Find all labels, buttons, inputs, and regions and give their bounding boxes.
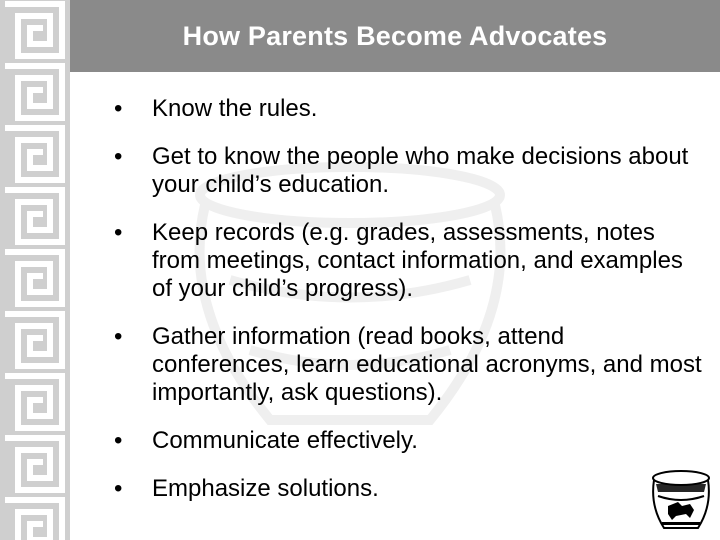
title-bar — [70, 0, 720, 72]
slide-title: How Parents Become Advocates — [182, 20, 608, 51]
greek-key-border — [0, 0, 70, 540]
bullet-marker: • — [114, 427, 123, 454]
list-item — [114, 323, 704, 407]
bullet-text: Get to know the people who make decisions about your child’s education. — [152, 143, 689, 198]
bullet-text: Keep records (e.g. grades, assessments, notes from meetings, contact information, and examples of your child’s progress). — [152, 219, 683, 302]
bullet-marker: • — [114, 219, 123, 246]
bullet-text: Gather information (read books, attend conferences, learn educational acronyms, and most importantly, ask questions). — [152, 323, 702, 406]
list-item — [114, 143, 704, 199]
list-item — [114, 95, 704, 123]
greek-key-meander-icon — [0, 0, 70, 540]
bullet-marker: • — [114, 475, 123, 502]
bullet-marker: • — [114, 143, 123, 170]
list-item — [114, 475, 704, 503]
list-item — [114, 427, 704, 455]
bullet-marker: • — [114, 95, 123, 122]
bullet-text: Communicate effectively. — [152, 427, 418, 454]
bullet-text: Know the rules. — [152, 95, 318, 122]
greek-pot-logo-icon — [648, 466, 714, 534]
list-item — [114, 219, 704, 303]
bullet-marker: • — [114, 323, 123, 350]
bullet-text: Emphasize solutions. — [152, 475, 379, 502]
bullet-list — [114, 95, 704, 523]
